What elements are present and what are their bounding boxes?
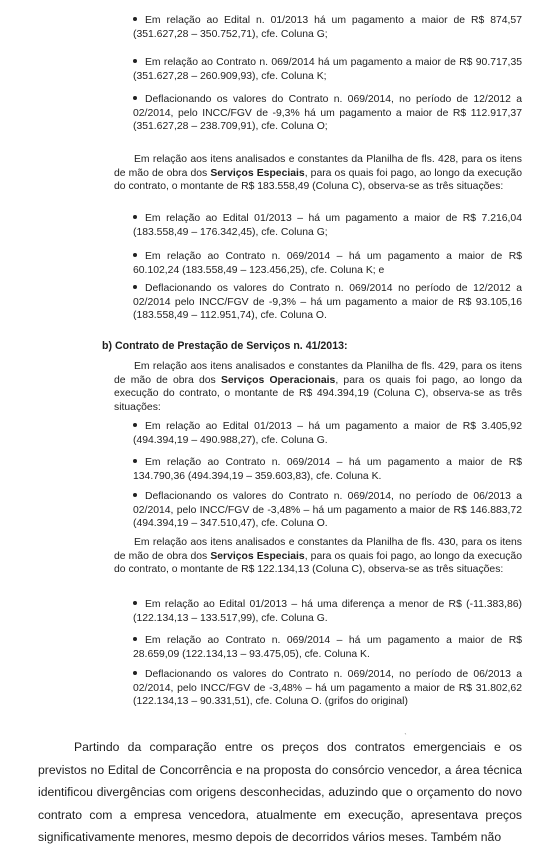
bullet-icon [133,459,137,463]
list-item: Em relação ao Edital 01/2013 – há uma diferença a menor de R$ (-11.383,86) (122.134,13 – 133.517,99), cfe. Coluna G. [133,599,522,624]
scan-mark-icon: ˋ [404,732,407,742]
bullet-icon [133,253,137,257]
list-item: Deflacionando os valores do Contrato n. 069/2014, no período de 06/2013 a 02/2014, pelo INCC/FGV de -3,48% – há um pagamento a maior de R$ 146.883,72 (494.394,19 – 347.510,47), cfe. Coluna O. [133,491,522,530]
bullet-icon [133,215,137,219]
bullet-icon [133,671,137,675]
list-item: Em relação ao Contrato n. 069/2014 – há um pagamento a maior de R$ 28.659,09 (122.134,13 – 93.475,05), cfe. Coluna K. [133,635,522,660]
quoted-paragraph: Em relação aos itens analisados e constantes da Planilha de fls. 430, para os itens de mão de obra dos Serviços Especiais, para os quais foi pago, ao longo da execução do contrato, o montante de R$ 122.134,13 (Coluna C), observa-se as três situações: [114,537,522,576]
bullet-icon [133,423,137,427]
bullet-icon [133,637,137,641]
bullet-icon [133,493,137,497]
list-item: Em relação ao Contrato n. 069/2014 – há um pagamento a maior de R$ 60.102,24 (183.558,49 – 123.456,25), cfe. Coluna K; e [133,251,522,276]
bullet-icon [133,17,137,21]
list-item: Deflacionando os valores do Contrato n. 069/2014, no período de 12/2012 a 02/2014, pelo INCC/FGV de -9,3% há um pagamento a maior de R$ 112.917,37 (351.627,28 – 238.709,91), cfe. Coluna O; [133,94,522,133]
section-heading: b) Contrato de Prestação de Serviços n. 41/2013: [102,340,348,352]
list-item: Em relação ao Edital n. 01/2013 há um pagamento a maior de R$ 874,57 (351.627,28 – 350.752,71), cfe. Coluna G; [133,15,522,40]
list-item: Deflacionando os valores do Contrato n. 069/2014, no período de 06/2013 a 02/2014, pelo INCC/FGV de -3,48% – há um pagamento a maior de R$ 31.802,62 (122.134,13 – 90.331,51), cfe. Coluna O. (grifos do original) [133,669,522,708]
bullet-icon [133,96,137,100]
list-item: Em relação ao Contrato n. 069/2014 há um pagamento a maior de R$ 90.717,35 (351.627,28 – 260.909,93), cfe. Coluna K; [133,57,522,82]
emphasis: Serviços Operacionais [220,374,336,386]
bullet-icon [133,59,137,63]
quoted-paragraph: Em relação aos itens analisados e constantes da Planilha de fls. 429, para os itens de mão de obra dos Serviços Operacionais, para os quais foi pago, ao longo da execução do contrato, o montante de R$ 494.394,19 (Coluna C), observa-se as três situações: [114,361,523,413]
list-item: Em relação ao Contrato n. 069/2014 – há um pagamento a maior de R$ 134.790,36 (494.394,19 – 359.603,83), cfe. Coluna K. [133,457,522,482]
list-item: Em relação ao Edital 01/2013 – há um pagamento a maior de R$ 3.405,92 (494.394,19 – 490.988,27), cfe. Coluna G. [133,421,522,446]
bullet-icon [133,285,137,289]
body-paragraph: Partindo da comparação entre os preços dos contratos emergenciais e os previstos no Edital de Concorrência e na proposta do consórcio vencedor, a área técnica identificou divergências com origens desconhecidas, aduzindo que o orçamento do novo contrato com a empresa vencedora, atualmente em execução, apresentava preços significativamente menores, mesmo depois de decorridos vários meses. Também não [38,740,522,845]
bullet-icon [133,601,137,605]
list-item: Deflacionando os valores do Contrato n. 069/2014 no período de 12/2012 a 02/2014 pelo INCC/FGV de -9,3% – há um pagamento a maior de R$ 93.105,16 (183.558,49 – 112.951,74), cfe. Coluna O. [133,283,522,322]
emphasis: Serviços Especiais [210,167,305,179]
list-item: Em relação ao Edital 01/2013 – há um pagamento a maior de R$ 7.216,04 (183.558,49 – 176.342,45), cfe. Coluna G; [133,213,522,238]
emphasis: Serviços Especiais [210,550,305,562]
quoted-paragraph: Em relação aos itens analisados e constantes da Planilha de fls. 428, para os itens de mão de obra dos Serviços Especiais, para os quais foi pago, ao longo da execução do contrato, o montante de R$ 183.558,49 (Coluna C), observa-se as três situações: [114,154,522,193]
